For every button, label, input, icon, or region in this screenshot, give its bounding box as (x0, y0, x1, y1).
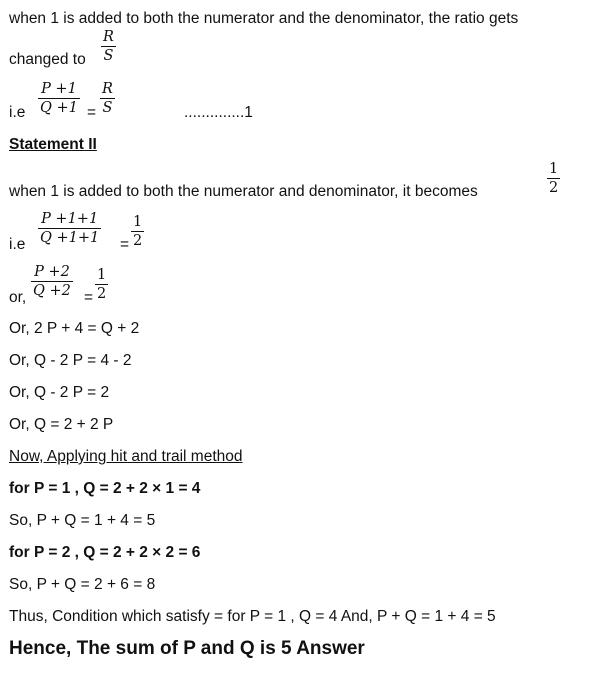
method-heading: Now, Applying hit and trail method (9, 448, 243, 465)
half-numerator: 1 (549, 161, 559, 177)
eq2-rhs-fraction (131, 213, 144, 250)
intro-text: when 1 is added to both the numerator and the denominator, the ratio gets (9, 10, 519, 27)
eq3-equals: = (84, 289, 94, 306)
eq1-lhs-numerator: P +1 (38, 80, 80, 99)
case-2: for P = 2 , Q = 2 + 2 × 2 = 6 (9, 544, 201, 561)
sum-1: So, P + Q = 1 + 4 = 5 (9, 512, 156, 529)
statement-ii-heading: Statement II (9, 136, 97, 153)
eq1-rhs-numerator: R (102, 81, 113, 97)
step-line-1: Or, 2 P + 4 = Q + 2 (9, 320, 140, 337)
ie-label-1: i.e (9, 104, 26, 121)
case-1: for P = 1 , Q = 2 + 2 × 1 = 4 (9, 480, 201, 497)
fraction-denominator: S (103, 48, 114, 64)
eq3-rhs-fraction (95, 266, 108, 303)
fraction-r-over-s (101, 28, 116, 65)
eq1-lhs-fraction (38, 80, 80, 117)
step-line-3: Or, Q - 2 P = 2 (9, 384, 110, 401)
ie-label-2: i.e (9, 236, 26, 253)
one-half-fraction (547, 160, 560, 197)
eq2-rhs-denominator: 2 (133, 233, 143, 249)
step-line-2: Or, Q - 2 P = 4 - 2 (9, 352, 132, 369)
half-denominator: 2 (549, 180, 559, 196)
eq2-rhs-numerator: 1 (133, 214, 143, 230)
or-label: or, (9, 289, 27, 306)
final-answer: Hence, The sum of P and Q is 5 Answer (9, 638, 365, 659)
eq2-lhs-fraction (38, 210, 101, 247)
eq3-lhs-fraction (31, 263, 73, 300)
conclusion-text: Thus, Condition which satisfy = for P = 1 , Q = 4 And, P + Q = 1 + 4 = 5 (9, 608, 496, 625)
step-line-4: Or, Q = 2 + 2 P (9, 416, 114, 433)
eq1-equals: = (87, 104, 97, 121)
statement-ii-text: when 1 is added to both the numerator and denominator, it becomes (9, 183, 478, 200)
sum-2: So, P + Q = 2 + 6 = 8 (9, 576, 156, 593)
eq2-lhs-numerator: P +1+1 (38, 210, 101, 229)
eq1-number-label: ..............1 (184, 104, 253, 121)
eq1-lhs-denominator: Q +1 (40, 100, 78, 116)
eq3-lhs-numerator: P +2 (31, 263, 73, 282)
eq2-equals: = (120, 236, 130, 253)
changed-to-text: changed to (9, 51, 86, 68)
fraction-numerator: R (103, 29, 114, 45)
eq3-rhs-numerator: 1 (97, 267, 107, 283)
eq1-rhs-fraction (100, 80, 115, 117)
eq1-rhs-denominator: S (102, 100, 113, 116)
eq3-rhs-denominator: 2 (97, 286, 107, 302)
eq2-lhs-denominator: Q +1+1 (40, 230, 100, 246)
eq3-lhs-denominator: Q +2 (33, 283, 71, 299)
